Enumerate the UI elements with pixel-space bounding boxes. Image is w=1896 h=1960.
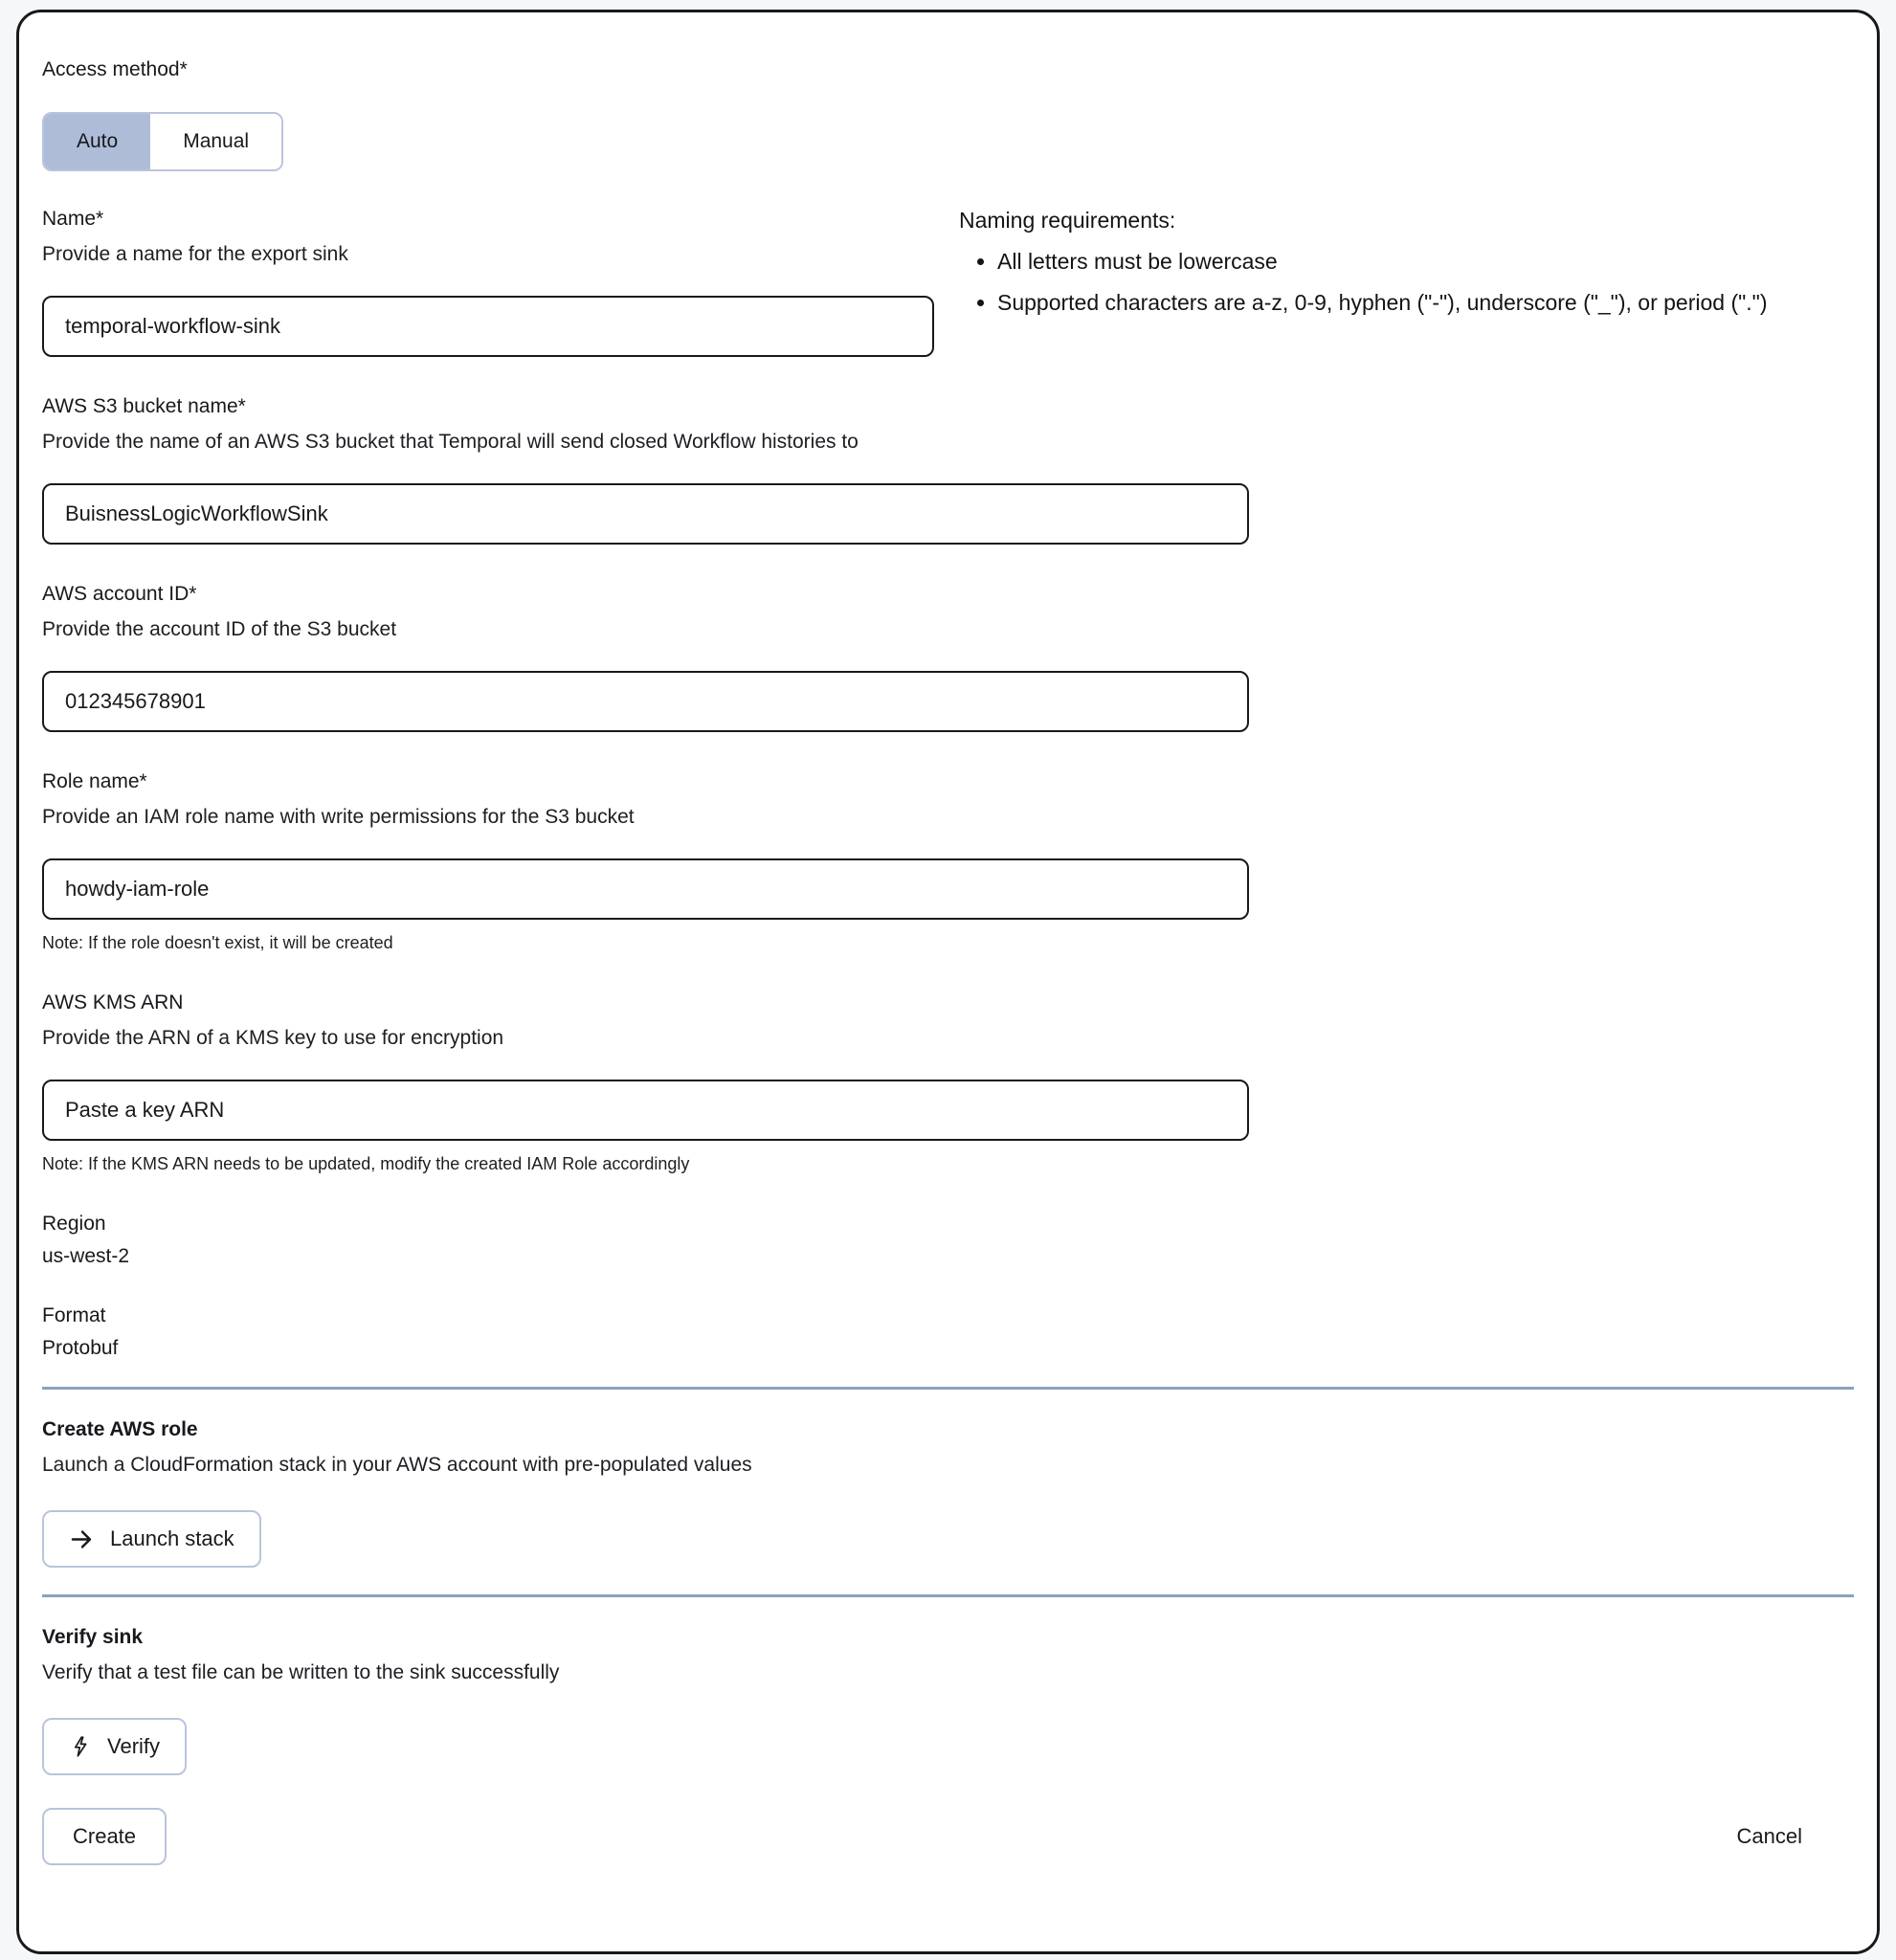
s3-bucket-label: AWS S3 bucket name* [42,395,246,417]
create-aws-role-title: Create AWS role [42,1418,198,1440]
name-input[interactable] [42,296,934,357]
divider [42,1594,1854,1597]
role-name-description: Provide an IAM role name with write permissions for the S3 bucket [42,806,635,828]
verify-button-label: Verify [107,1734,161,1758]
create-button[interactable] [42,1808,167,1865]
s3-bucket-description: Provide the name of an AWS S3 bucket that Temporal will send closed Workflow histories to [42,431,859,453]
region-section [42,1213,1848,1268]
role-name-label: Role name* [42,770,147,792]
account-id-input[interactable] [42,671,1249,732]
naming-requirements-title: Naming requirements: [959,208,1176,233]
name-label: Name* [42,208,104,230]
verify-sink-title: Verify sink [42,1626,144,1648]
verify-sink-section [42,1626,1848,1775]
lightning-bolt-icon [69,1734,92,1759]
naming-requirement-item: • All letters must be lowercase [997,245,1844,278]
kms-arn-note: Note: If the KMS ARN needs to be updated, modify the created IAM Role accordingly [42,1154,690,1173]
account-id-description: Provide the account ID of the S3 bucket [42,618,397,640]
region-label: Region [42,1213,106,1235]
access-method-label: Access method* [42,58,188,80]
kms-arn-label: AWS KMS ARN [42,991,184,1013]
export-sink-form-card [16,10,1880,1954]
role-name-section [42,770,1848,953]
naming-requirement-item: • Supported characters are a-z, 0-9, hyphen ("-"), underscore ("_"), or period (".") [997,286,1844,320]
access-method-auto-button[interactable]: Auto [44,114,150,169]
name-description: Provide a name for the export sink [42,243,348,265]
access-method-manual-button[interactable]: Manual [150,114,281,169]
launch-stack-button-label: Launch stack [110,1526,234,1550]
naming-requirements [959,208,1844,327]
verify-button[interactable] [42,1718,187,1775]
arrow-right-icon [69,1526,95,1552]
s3-bucket-input[interactable] [42,483,1249,545]
format-label: Format [42,1304,106,1326]
name-section [42,208,1848,357]
launch-stack-button[interactable] [42,1510,261,1568]
kms-arn-description: Provide the ARN of a KMS key to use for encryption [42,1027,504,1049]
account-id-section [42,583,1848,732]
format-value: Protobuf [42,1337,119,1359]
role-name-input[interactable] [42,858,1249,920]
access-method-toggle [42,112,283,171]
form-footer [42,1808,1848,1865]
create-button-label: Create [73,1824,137,1848]
account-id-label: AWS account ID* [42,583,197,605]
verify-sink-description: Verify that a test file can be written to the sink successfully [42,1661,560,1683]
divider [42,1387,1854,1390]
naming-requirements-list [959,245,1844,320]
cancel-button[interactable]: Cancel [1736,1824,1802,1848]
s3-bucket-section [42,395,1848,545]
create-aws-role-description: Launch a CloudFormation stack in your AWS account with pre-populated values [42,1454,752,1476]
kms-arn-input[interactable] [42,1080,1249,1141]
role-name-note: Note: If the role doesn't exist, it will be created [42,933,393,952]
create-aws-role-section [42,1418,1848,1568]
format-section [42,1304,1848,1360]
kms-arn-section [42,991,1848,1174]
region-value: us-west-2 [42,1245,130,1267]
